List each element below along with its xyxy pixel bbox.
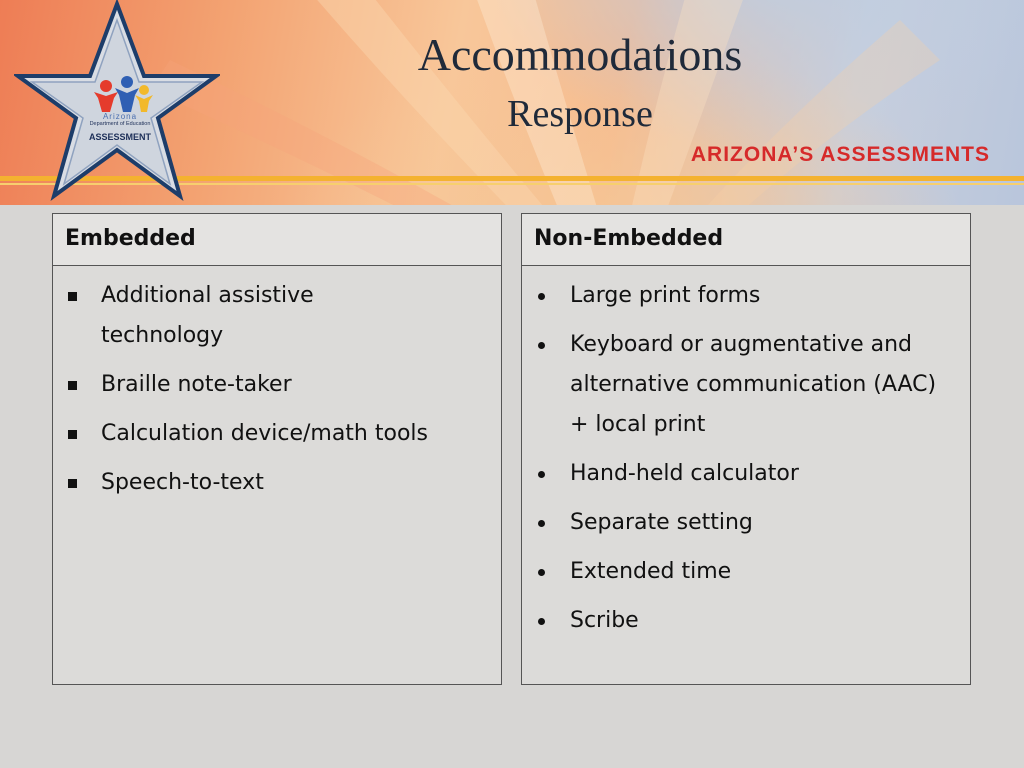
logo-department-text: Department of Education <box>89 121 151 127</box>
list-item: Large print forms <box>534 276 960 316</box>
logo-arizona-text: Arizona <box>102 112 138 121</box>
page-subtitle: Response <box>507 93 653 135</box>
list-item: Additional assistive technology <box>65 276 491 356</box>
list-item: Extended time <box>534 552 960 592</box>
logo-assessment-text: ASSESSMENT <box>88 132 151 142</box>
list-item: Hand-held calculator <box>534 454 960 494</box>
non-embedded-panel <box>521 213 971 685</box>
list-item: Calculation device/math tools <box>65 414 491 454</box>
list-item: Keyboard or augmentative and alternative communication (AAC) + local print <box>534 325 960 445</box>
star-logo-icon <box>14 0 220 205</box>
list-item: Speech-to-text <box>65 463 491 503</box>
non-embedded-list <box>522 266 970 641</box>
brand-wordmark: ARIZONA’S ASSESSMENTS <box>690 143 990 166</box>
header-banner <box>0 0 1024 205</box>
embedded-list <box>53 266 501 503</box>
list-item: Scribe <box>534 601 960 641</box>
non-embedded-heading: Non-Embedded <box>522 214 970 266</box>
page-title: Accommodations <box>417 29 743 80</box>
list-item: Braille note-taker <box>65 365 491 405</box>
list-item: Separate setting <box>534 503 960 543</box>
embedded-heading: Embedded <box>53 214 501 266</box>
embedded-panel <box>52 213 502 685</box>
